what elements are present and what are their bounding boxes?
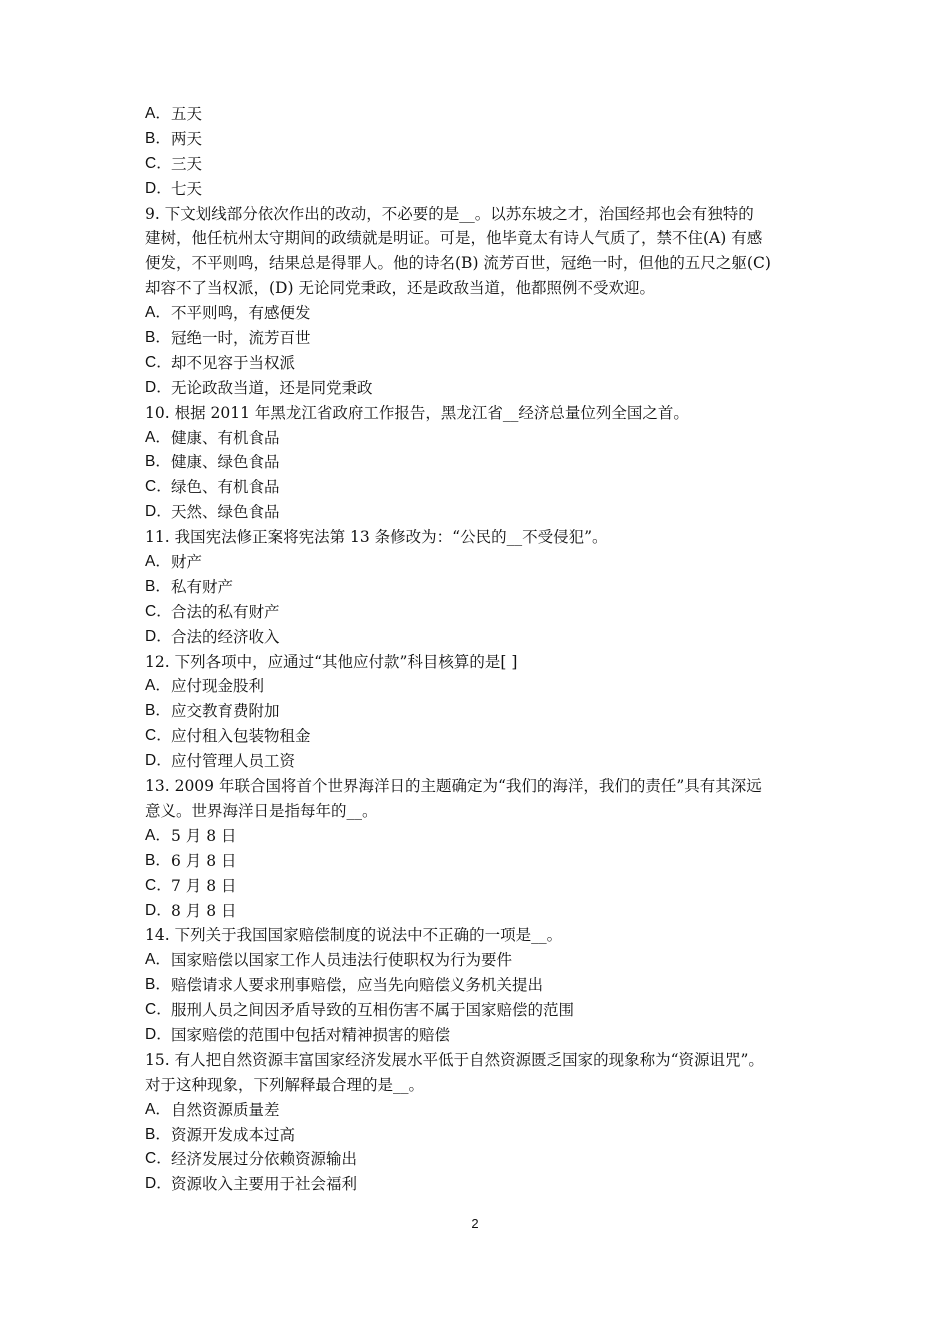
option-text: 经济发展过分依赖资源输出 [171, 1150, 358, 1169]
option-text: 资源开发成本过高 [171, 1125, 296, 1144]
option-text: 应交教育费附加 [171, 702, 280, 721]
option-text: 绿色、有机食品 [171, 478, 280, 497]
option-letter: C． [145, 353, 172, 371]
answer-option [145, 1172, 815, 1197]
option-text: 无论政敌当道，还是同党秉政 [171, 378, 373, 397]
answer-option [145, 127, 815, 152]
answer-option [145, 1023, 815, 1048]
answer-option [145, 874, 815, 899]
answer-option [145, 973, 815, 998]
question-text-line: 14. 下列关于我国国家赔偿制度的说法中不正确的一项是__。 [145, 926, 563, 945]
option-text: 合法的私有财产 [171, 602, 280, 621]
answer-option [145, 600, 815, 625]
question-text-line: 对于这种现象，下列解释最合理的是__。 [145, 1075, 425, 1094]
option-letter: C． [145, 478, 172, 496]
option-letter: D． [145, 627, 172, 645]
option-letter: A． [145, 428, 171, 446]
option-text: 6 月 8 日 [171, 851, 237, 870]
option-letter: A． [145, 677, 171, 695]
answer-option [145, 1098, 815, 1123]
option-letter: C． [145, 727, 172, 745]
question-text-line: 13. 2009 年联合国将首个世界海洋日的主题确定为“我们的海洋，我们的责任”具有其深远 [145, 777, 762, 796]
question-text-line: 15. 有人把自然资源丰富国家经济发展水平低于自然资源匮乏国家的现象称为“资源诅咒”。 [145, 1050, 764, 1069]
question-text-line: 便发，不平则鸣，结果总是得罪人。他的诗名(B) 流芳百世，冠绝一时，但他的五尺之躯(C) [145, 254, 771, 273]
question-list [145, 102, 815, 1197]
answer-option [145, 849, 815, 874]
option-letter: C． [145, 154, 172, 172]
option-text: 冠绝一时，流芳百世 [171, 329, 311, 348]
answer-option [145, 351, 815, 376]
answer-option [145, 824, 815, 849]
option-text: 7 月 8 日 [171, 876, 237, 895]
option-text: 应付租入包装物租金 [171, 727, 311, 746]
page-number: 2 [471, 1216, 479, 1231]
option-text: 不平则鸣，有感便发 [171, 304, 311, 323]
option-letter: D． [145, 179, 172, 197]
option-letter: C． [145, 1150, 172, 1168]
option-text: 财产 [171, 553, 203, 572]
answer-option [145, 475, 815, 500]
option-letter: A． [145, 304, 171, 322]
option-letter: B． [145, 577, 171, 595]
option-letter: B． [145, 851, 171, 869]
option-letter: B． [145, 1125, 171, 1143]
answer-option [145, 326, 815, 351]
option-text: 三天 [171, 154, 203, 173]
option-text: 国家赔偿的范围中包括对精神损害的赔偿 [171, 1025, 451, 1044]
question-text-line: 9. 下文划线部分依次作出的改动，不必要的是__。以苏东坡之才，治国经邦也会有独特的 [145, 204, 754, 223]
question-text-line: 10. 根据 2011 年黑龙江省政府工作报告，黑龙江省__经济总量位列全国之首。 [145, 403, 689, 422]
answer-option [145, 301, 815, 326]
option-letter: A． [145, 1100, 171, 1118]
option-letter: C． [145, 602, 172, 620]
answer-option [145, 550, 815, 575]
answer-option [145, 177, 815, 202]
answer-option [145, 102, 815, 127]
option-letter: D． [145, 378, 172, 396]
answer-option [145, 699, 815, 724]
answer-option [145, 376, 815, 401]
option-text: 合法的经济收入 [171, 627, 280, 646]
option-text: 国家赔偿以国家工作人员违法行使职权为行为要件 [171, 951, 513, 970]
option-text: 两天 [171, 129, 203, 148]
answer-option [145, 500, 815, 525]
answer-option [145, 426, 815, 451]
question-text-line: 意义。世界海洋日是指每年的__。 [145, 801, 378, 820]
question-text-line: 建树，他任杭州太守期间的政绩就是明证。可是，他毕竟太有诗人气质了，禁不住(A) 有感 [145, 229, 763, 248]
option-text: 自然资源质量差 [171, 1100, 280, 1119]
answer-option [145, 1147, 815, 1172]
option-text: 5 月 8 日 [171, 826, 237, 845]
option-letter: B． [145, 702, 171, 720]
option-letter: B． [145, 976, 171, 994]
option-letter: A． [145, 826, 171, 844]
option-letter: D． [145, 1175, 172, 1193]
option-text: 七天 [171, 179, 203, 198]
option-letter: A． [145, 105, 171, 122]
option-letter: C． [145, 1001, 172, 1019]
option-letter: B． [145, 453, 171, 471]
answer-option [145, 724, 815, 749]
option-letter: D． [145, 752, 172, 770]
option-letter: B． [145, 329, 171, 347]
answer-option [145, 152, 815, 177]
answer-option [145, 674, 815, 699]
answer-option [145, 749, 815, 774]
option-text: 健康、绿色食品 [171, 453, 280, 472]
option-letter: C． [145, 876, 172, 894]
answer-option [145, 899, 815, 924]
option-letter: B． [145, 129, 171, 147]
answer-option [145, 998, 815, 1023]
option-letter: D． [145, 1025, 172, 1043]
option-letter: A． [145, 951, 171, 969]
answer-option [145, 625, 815, 650]
option-text: 应付管理人员工资 [171, 752, 296, 771]
answer-option [145, 575, 815, 600]
option-letter: D． [145, 503, 172, 521]
option-text: 却不见容于当权派 [171, 353, 296, 372]
option-text: 健康、有机食品 [171, 428, 280, 447]
option-text: 8 月 8 日 [171, 901, 237, 920]
option-letter: D． [145, 901, 172, 919]
answer-option [145, 1123, 815, 1148]
option-text: 资源收入主要用于社会福利 [171, 1175, 358, 1194]
option-text: 天然、绿色食品 [171, 503, 280, 522]
option-text: 五天 [171, 105, 203, 123]
option-text: 赔偿请求人要求刑事赔偿，应当先向赔偿义务机关提出 [171, 976, 544, 995]
question-text-line: 12. 下列各项中，应通过“其他应付款”科目核算的是[ ] [145, 652, 518, 671]
answer-option [145, 450, 815, 475]
answer-option [145, 948, 815, 973]
option-text: 私有财产 [171, 577, 234, 596]
option-text: 服刑人员之间因矛盾导致的互相伤害不属于国家赔偿的范围 [171, 1001, 575, 1020]
option-text: 应付现金股利 [171, 677, 265, 696]
question-text-line: 11. 我国宪法修正案将宪法第 13 条修改为：“公民的__不受侵犯”。 [145, 528, 608, 547]
option-letter: A． [145, 553, 171, 571]
question-text-line: 却容不了当权派，(D) 无论同党秉政，还是政敌当道，他都照例不受欢迎。 [145, 279, 655, 298]
